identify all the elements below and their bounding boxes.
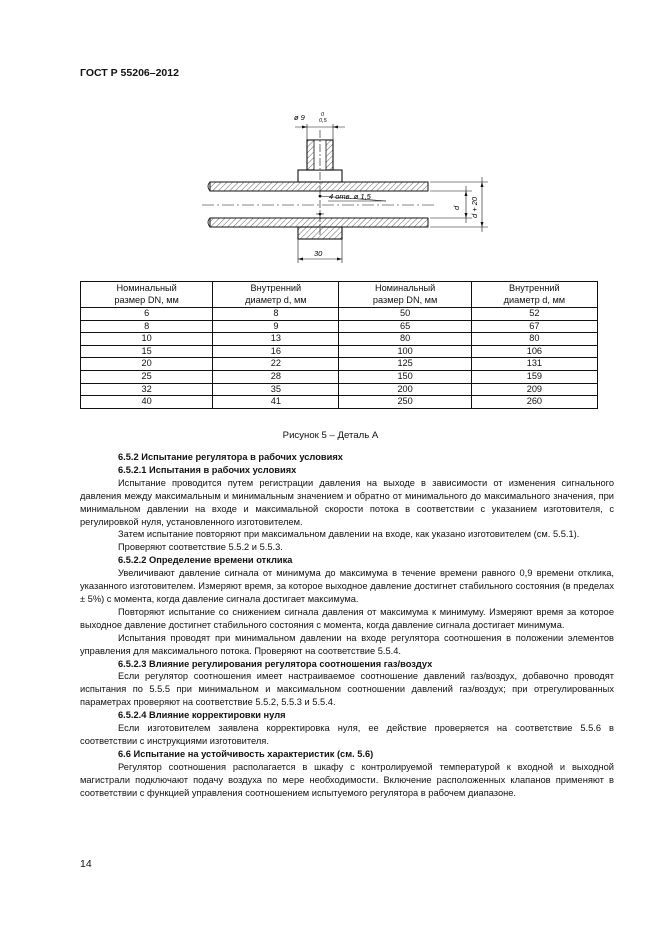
paragraph: Проверяют соответствие 5.5.2 и 5.5.3.	[118, 542, 283, 553]
table-cell: 80	[471, 333, 597, 346]
table-cell: 106	[471, 345, 597, 358]
svg-text:0: 0	[321, 112, 325, 118]
pipe-wall-bottom	[210, 218, 428, 227]
paragraph: Испытания проводят при минимальном давлении на входе регулятора соотношения в положении элементов управления для максимального потока. Проверяют на соответствие 5.5.4.	[80, 632, 614, 656]
table-cell: 52	[471, 308, 597, 321]
table-cell: 50	[339, 308, 471, 321]
dim-d-plus-20: d + 20	[470, 196, 479, 218]
table-row	[81, 370, 598, 383]
table-cell: 6	[81, 308, 213, 321]
paragraph: Повторяют испытание со снижением сигнала давления от максимума к минимуму. Измеряют время за которое выходное давление достигнет стабильного состояния с момента, когда давление сигнала достигает минимума.	[80, 606, 614, 630]
table-header-row	[81, 282, 598, 308]
table-cell: 13	[213, 333, 339, 346]
table-cell: 159	[471, 370, 597, 383]
table-cell: 80	[339, 333, 471, 346]
table-cell: 22	[213, 358, 339, 371]
table-row	[81, 345, 598, 358]
table-row	[81, 396, 598, 409]
section-heading: 6.5.2.1 Испытания в рабочих условиях	[118, 464, 297, 475]
paragraph: Если регулятор соотношения имеет настраиваемое соотношение давлений газ/воздух, добавочно проводят испытания по 5.5.5 при минимальном и максимальном соотношении давлений газ/воздух; при отрегулированных параметрах проверяют на соответствие 5.5.2, 5.5.3 и 5.5.4.	[80, 671, 614, 708]
document-header: ГОСТ Р 55206–2012	[80, 67, 179, 79]
table-cell: 32	[81, 383, 213, 396]
pipe-wall-top	[210, 182, 428, 191]
detail-a-drawing	[190, 100, 500, 270]
page-number: 14	[80, 858, 92, 870]
table-cell: 209	[471, 383, 597, 396]
paragraph: Регулятор соотношения располагается в шкафу с контролируемой температурой к входной и выходной магистрали подключают подачу воздуха по мере необходимости. Включение расположенных клапанов применяют в соответствии с функцией управления соотношением испытуемого регулятора в рабочем диапазоне.	[80, 761, 614, 798]
table-cell: 260	[471, 396, 597, 409]
dimensions-table	[80, 281, 598, 409]
table-cell: 9	[213, 320, 339, 333]
table-cell: 40	[81, 396, 213, 409]
table-header-cell: Номинальный размер DN, мм	[81, 282, 213, 308]
table-row	[81, 358, 598, 371]
table-cell: 25	[81, 370, 213, 383]
table-cell: 35	[213, 383, 339, 396]
table-header-cell: Внутренний диаметр d, мм	[213, 282, 339, 308]
table-cell: 65	[339, 320, 471, 333]
paragraph: Если изготовителем заявлена корректировка нуля, ее действие проверяется на соответствие 5.5.6 в соответствии с инструкциями изготовителя.	[80, 723, 614, 746]
body-text	[80, 451, 614, 799]
table-row	[81, 308, 598, 321]
table-cell: 250	[339, 396, 471, 409]
section-heading: 6.5.2.2 Определение времени отклика	[118, 555, 293, 566]
dim-length: 30	[314, 249, 323, 258]
svg-text:0,5: 0,5	[319, 118, 327, 124]
dim-holes: 4 отв. ø 1,5	[329, 192, 371, 201]
table-cell: 200	[339, 383, 471, 396]
section-heading: 6.6 Испытание на устойчивость характеристик (см. 5.6)	[118, 748, 374, 759]
paragraph: Испытание проводится путем регистрации давления на выходе в зависимости от изменения сигнального давления между максимальным и минимальным значением и обратно от минимального до максимального значения, при минимальном давлении на входе и максимальной скорости потока в соответствии с указанием изготовителя, с регулировкой нуля, установленного изготовителем.	[80, 477, 614, 527]
table-row	[81, 333, 598, 346]
table-cell: 15	[81, 345, 213, 358]
table-header-cell: Номинальный размер DN, мм	[339, 282, 471, 308]
section-heading: 6.5.2.3 Влияние регулирования регулятора соотношения газ/воздух	[118, 658, 433, 669]
table-cell: 41	[213, 396, 339, 409]
table-row	[81, 383, 598, 396]
dim-d: d	[452, 205, 461, 210]
table-cell: 8	[81, 320, 213, 333]
table-cell: 150	[339, 370, 471, 383]
dim-small-diameter: ø 9	[294, 113, 305, 122]
table-header-cell: Внутренний диаметр d, мм	[471, 282, 597, 308]
paragraph: Затем испытание повторяют при максимальном давлении на входе, как указано изготовителем (см. 5.5.1).	[118, 529, 580, 540]
figure-caption: Рисунок 5 – Деталь А	[282, 430, 379, 441]
table-row	[81, 320, 598, 333]
table-cell: 28	[213, 370, 339, 383]
table-cell: 8	[213, 308, 339, 321]
table-cell: 131	[471, 358, 597, 371]
table-cell: 67	[471, 320, 597, 333]
section-heading: 6.5.2.4 Влияние корректировки нуля	[118, 710, 286, 721]
table-cell: 10	[81, 333, 213, 346]
table-cell: 100	[339, 345, 471, 358]
section-heading: 6.5.2 Испытание регулятора в рабочих условиях	[118, 452, 343, 462]
table-cell: 125	[339, 358, 471, 371]
paragraph: Увеличивают давление сигнала от минимума до максимума в течение времени равного 0,9 времени отклика, указанного изготовителем. Измеряют время, за которое выходное давление достигнет стабильного состояния (в пределах ± 5%) с момента, когда давление сигнала достигает максимума.	[80, 568, 614, 604]
table-cell: 20	[81, 358, 213, 371]
table-cell: 16	[213, 345, 339, 358]
